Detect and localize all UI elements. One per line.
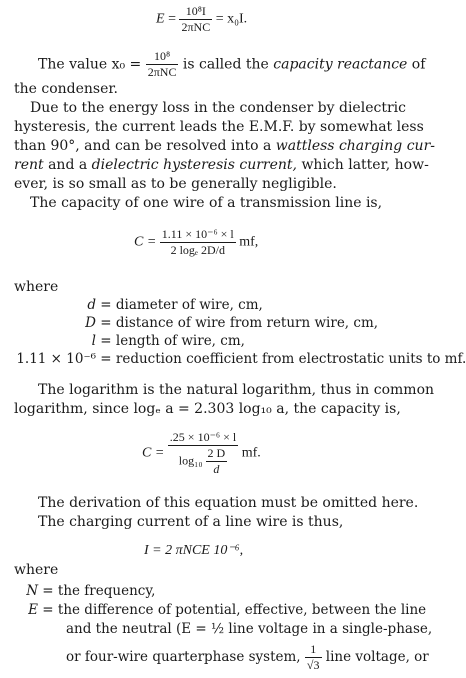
def-N-sym: N bbox=[26, 583, 38, 599]
eq3-den-den: d bbox=[213, 462, 220, 476]
eq3-fraction bbox=[168, 430, 238, 477]
def-E-cont2b: line voltage, or bbox=[325, 649, 429, 665]
eq3-numerator: .25 × 10⁻⁶ × l bbox=[169, 430, 237, 444]
eq3-den-log: log₁₀ bbox=[178, 453, 203, 468]
para-loss-line5: ever, is so small as to be generally negligible. bbox=[14, 176, 337, 192]
term-rent: rent bbox=[14, 157, 44, 173]
def-l bbox=[14, 333, 245, 349]
sqrt3-fraction bbox=[305, 642, 322, 673]
def-E-cont2a: or four-wire quarterphase system, bbox=[66, 649, 301, 665]
where-label-1: where bbox=[14, 279, 59, 295]
sqrt3-numerator: 1 bbox=[305, 642, 322, 658]
def-E-text: = the difference of potential, effective, between the line bbox=[42, 602, 427, 618]
def-E-sym: E bbox=[28, 602, 38, 618]
eq3-unit: mf. bbox=[241, 445, 261, 461]
eq2-fraction bbox=[160, 227, 236, 258]
para-xo-post: of bbox=[407, 56, 426, 73]
eq1-numerator: 10⁸I bbox=[179, 4, 212, 20]
def-coefficient bbox=[14, 351, 466, 367]
def-E-cont2 bbox=[66, 642, 429, 673]
equation-capacity-natural bbox=[134, 227, 258, 258]
para-xo-line1 bbox=[38, 49, 425, 80]
para-xo-mid: is called the bbox=[182, 56, 274, 73]
para-loss-line2: hysteresis, the current leads the E.M.F. by somewhat less bbox=[14, 119, 424, 135]
eq3-denominator bbox=[168, 446, 238, 477]
para-loss-line1: Due to the energy loss in the condenser by dielectric bbox=[30, 100, 406, 116]
para-xo-pre: The value x₀ = bbox=[38, 56, 142, 73]
eq1-denominator: 2πNC bbox=[181, 20, 211, 34]
para-loss-line3 bbox=[14, 138, 435, 154]
def-N-text: = the frequency, bbox=[42, 583, 156, 599]
def-d-text: = diameter of wire, cm, bbox=[100, 297, 263, 313]
para-loss-line4 bbox=[14, 157, 429, 173]
term-wattless-charging: wattless charging cur- bbox=[275, 138, 435, 154]
para-capacity: The capacity of one wire of a transmission line is, bbox=[30, 195, 383, 211]
para-log-line1: The logarithm is the natural logarithm, thus in common bbox=[38, 382, 435, 398]
term-dielectric-hysteresis: dielectric hysteresis current, bbox=[91, 157, 297, 173]
def-d bbox=[14, 297, 263, 313]
eq3-den-num: 2 D bbox=[207, 446, 226, 460]
eq2-denominator: 2 logₑ 2D/d bbox=[170, 243, 225, 257]
para-derivation: The derivation of this equation must be omitted here. bbox=[38, 495, 419, 511]
para-loss-l3a: than 90°, and can be resolved into a bbox=[14, 138, 276, 154]
equation-reactance: E = $\frac{\text{10⁸I}}{\text{2πNC}}$ = x₀I. bbox=[156, 4, 248, 34]
eq2-lhs: C = bbox=[134, 234, 157, 250]
def-E-cont1: and the neutral (E = ½ line voltage in a single-phase, bbox=[66, 621, 433, 637]
eq1-lhs: E bbox=[156, 11, 165, 27]
def-l-text: = length of wire, cm, bbox=[100, 333, 245, 349]
def-coefficient-text: = reduction coefficient from electrostatic units to mf. bbox=[100, 351, 466, 367]
equation-charging-current: I = 2 πNCE 10⁻⁶, bbox=[144, 543, 244, 558]
term-capacity-reactance: capacity reactance bbox=[273, 56, 408, 73]
para-charging: The charging current of a line wire is thus, bbox=[38, 514, 344, 530]
equation-capacity-common bbox=[142, 430, 261, 477]
xo-numerator: 10⁸ bbox=[146, 49, 179, 65]
def-coefficient-sym: 1.11 × 10⁻⁶ bbox=[16, 351, 96, 367]
eq1-rhs: = x₀I. bbox=[215, 11, 248, 27]
def-D-sym: D bbox=[85, 315, 96, 331]
eq3-lhs: C = bbox=[142, 445, 165, 461]
def-l-sym: l bbox=[91, 333, 96, 349]
def-E bbox=[14, 602, 426, 618]
def-D-text: = distance of wire from return wire, cm, bbox=[100, 315, 379, 331]
eq3-den-fraction bbox=[206, 446, 228, 477]
where-label-2: where bbox=[14, 562, 59, 578]
sqrt3-denominator: √3 bbox=[306, 658, 320, 672]
xo-denominator: 2πNC bbox=[147, 65, 177, 79]
def-D bbox=[14, 315, 378, 331]
para-log-line2: logarithm, since logₑ a = 2.303 log₁₀ a, the capacity is, bbox=[14, 401, 401, 417]
para-xo-line2: the condenser. bbox=[14, 81, 119, 97]
def-N bbox=[14, 583, 155, 599]
eq2-unit: mf, bbox=[239, 234, 259, 250]
eq1-fraction bbox=[179, 4, 212, 35]
para-loss-l4b: and a bbox=[43, 157, 92, 173]
def-d-sym: d bbox=[87, 297, 96, 313]
para-loss-l4d: which latter, how- bbox=[297, 157, 429, 173]
xo-fraction bbox=[146, 49, 179, 80]
eq2-numerator: 1.11 × 10⁻⁶ × l bbox=[161, 227, 234, 241]
